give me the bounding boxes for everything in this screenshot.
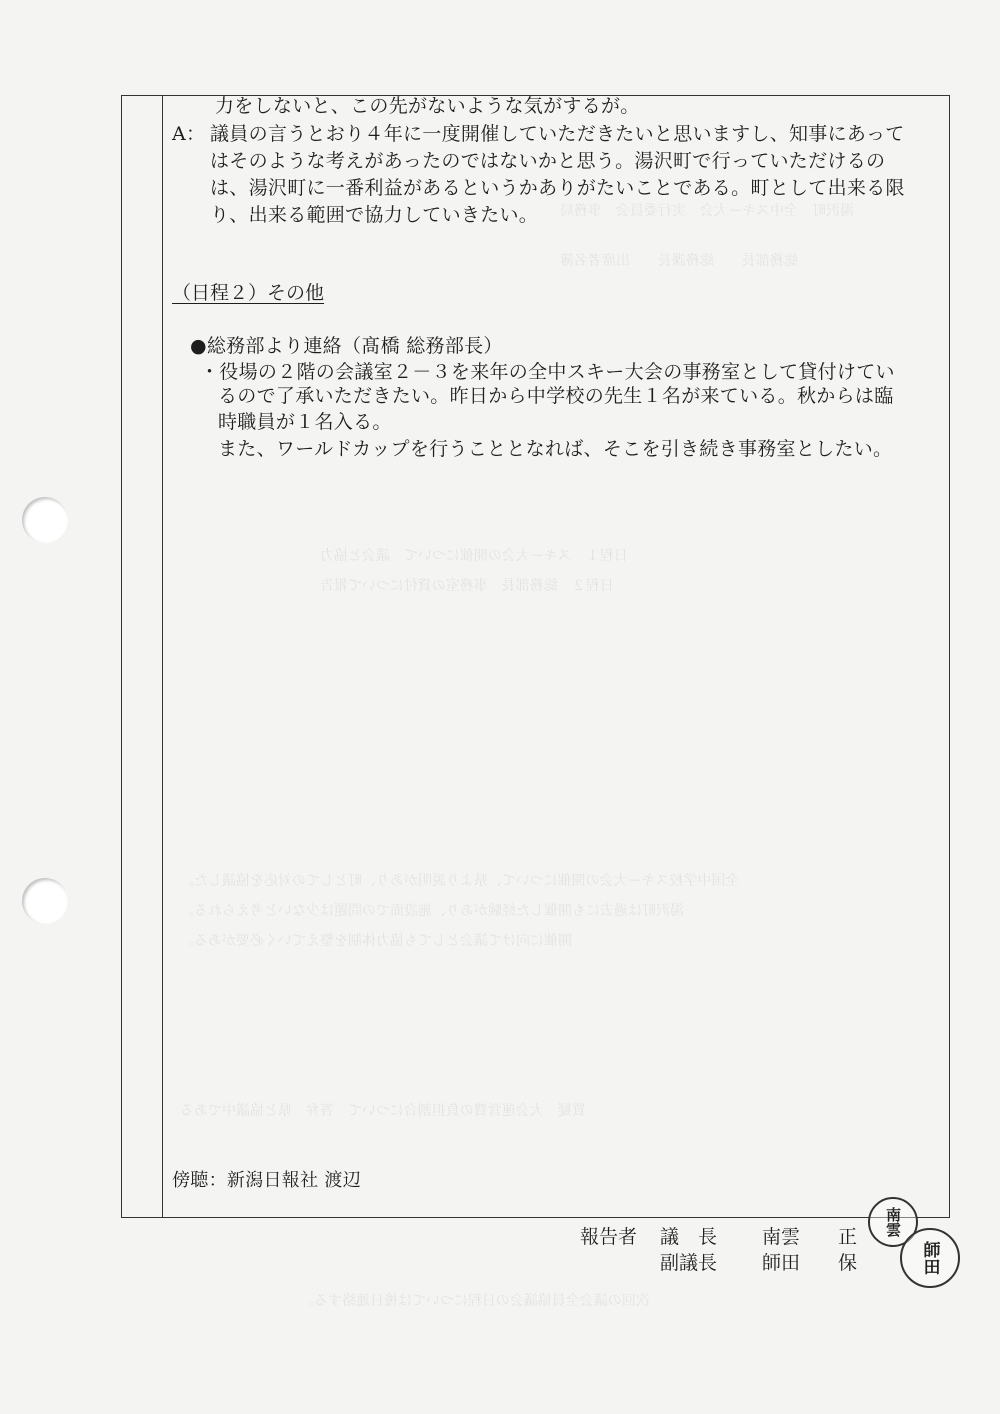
vice-chair-title: 副議長 [660,1252,718,1274]
punch-hole-top [22,497,68,543]
punch-hole-bottom [22,878,68,924]
answer-line-3: は、湯沢町に一番利益があるというかありがたいことである。町として出来る限 [210,177,905,199]
answer-line-2: はそのような考えがあったのではないかと思う。湯沢町で行っていただけるの [210,150,886,172]
question-continuation: 力をしないと、この先がないような気がするが。 [215,95,640,117]
vice-chair-name: 師田 保 [762,1252,858,1274]
schedule-2-heading: （日程２）その他 [172,282,325,304]
notice-line-1: ・役場の２階の会議室２－３を来年の全中スキー大会の事務室として貸付けてい [200,361,895,383]
chair-title: 議 長 [660,1226,718,1248]
observer-note: 傍聴：新潟日報社 渡辺 [172,1170,362,1191]
notice-title: ●総務部より連絡（髙橋 総務部長） [190,335,503,357]
answer-prefix: A： [172,123,206,145]
vice-chair-seal-stamp: 師田 [900,1228,960,1288]
chair-name: 南雲 正 [762,1226,858,1248]
margin-rule [162,96,163,1217]
notice-line-4: また、ワールドカップを行うこととなれば、そこを引き続き事務室としたい。 [218,438,893,460]
notice-line-2: るので了承いただきたい。昨日から中学校の先生１名が来ている。秋からは臨 [218,385,894,407]
chair-seal-stamp: 南雲 [868,1197,918,1247]
answer-line-1: 議員の言うとおり４年に一度開催していただきたいと思いますし、知事にあって [210,123,905,145]
reporter-label: 報告者 [580,1226,638,1248]
answer-line-4: り、出来る範囲で協力していきたい。 [210,204,539,226]
notice-line-3: 時職員が１名入る。 [218,411,392,433]
document-frame [121,95,950,1218]
